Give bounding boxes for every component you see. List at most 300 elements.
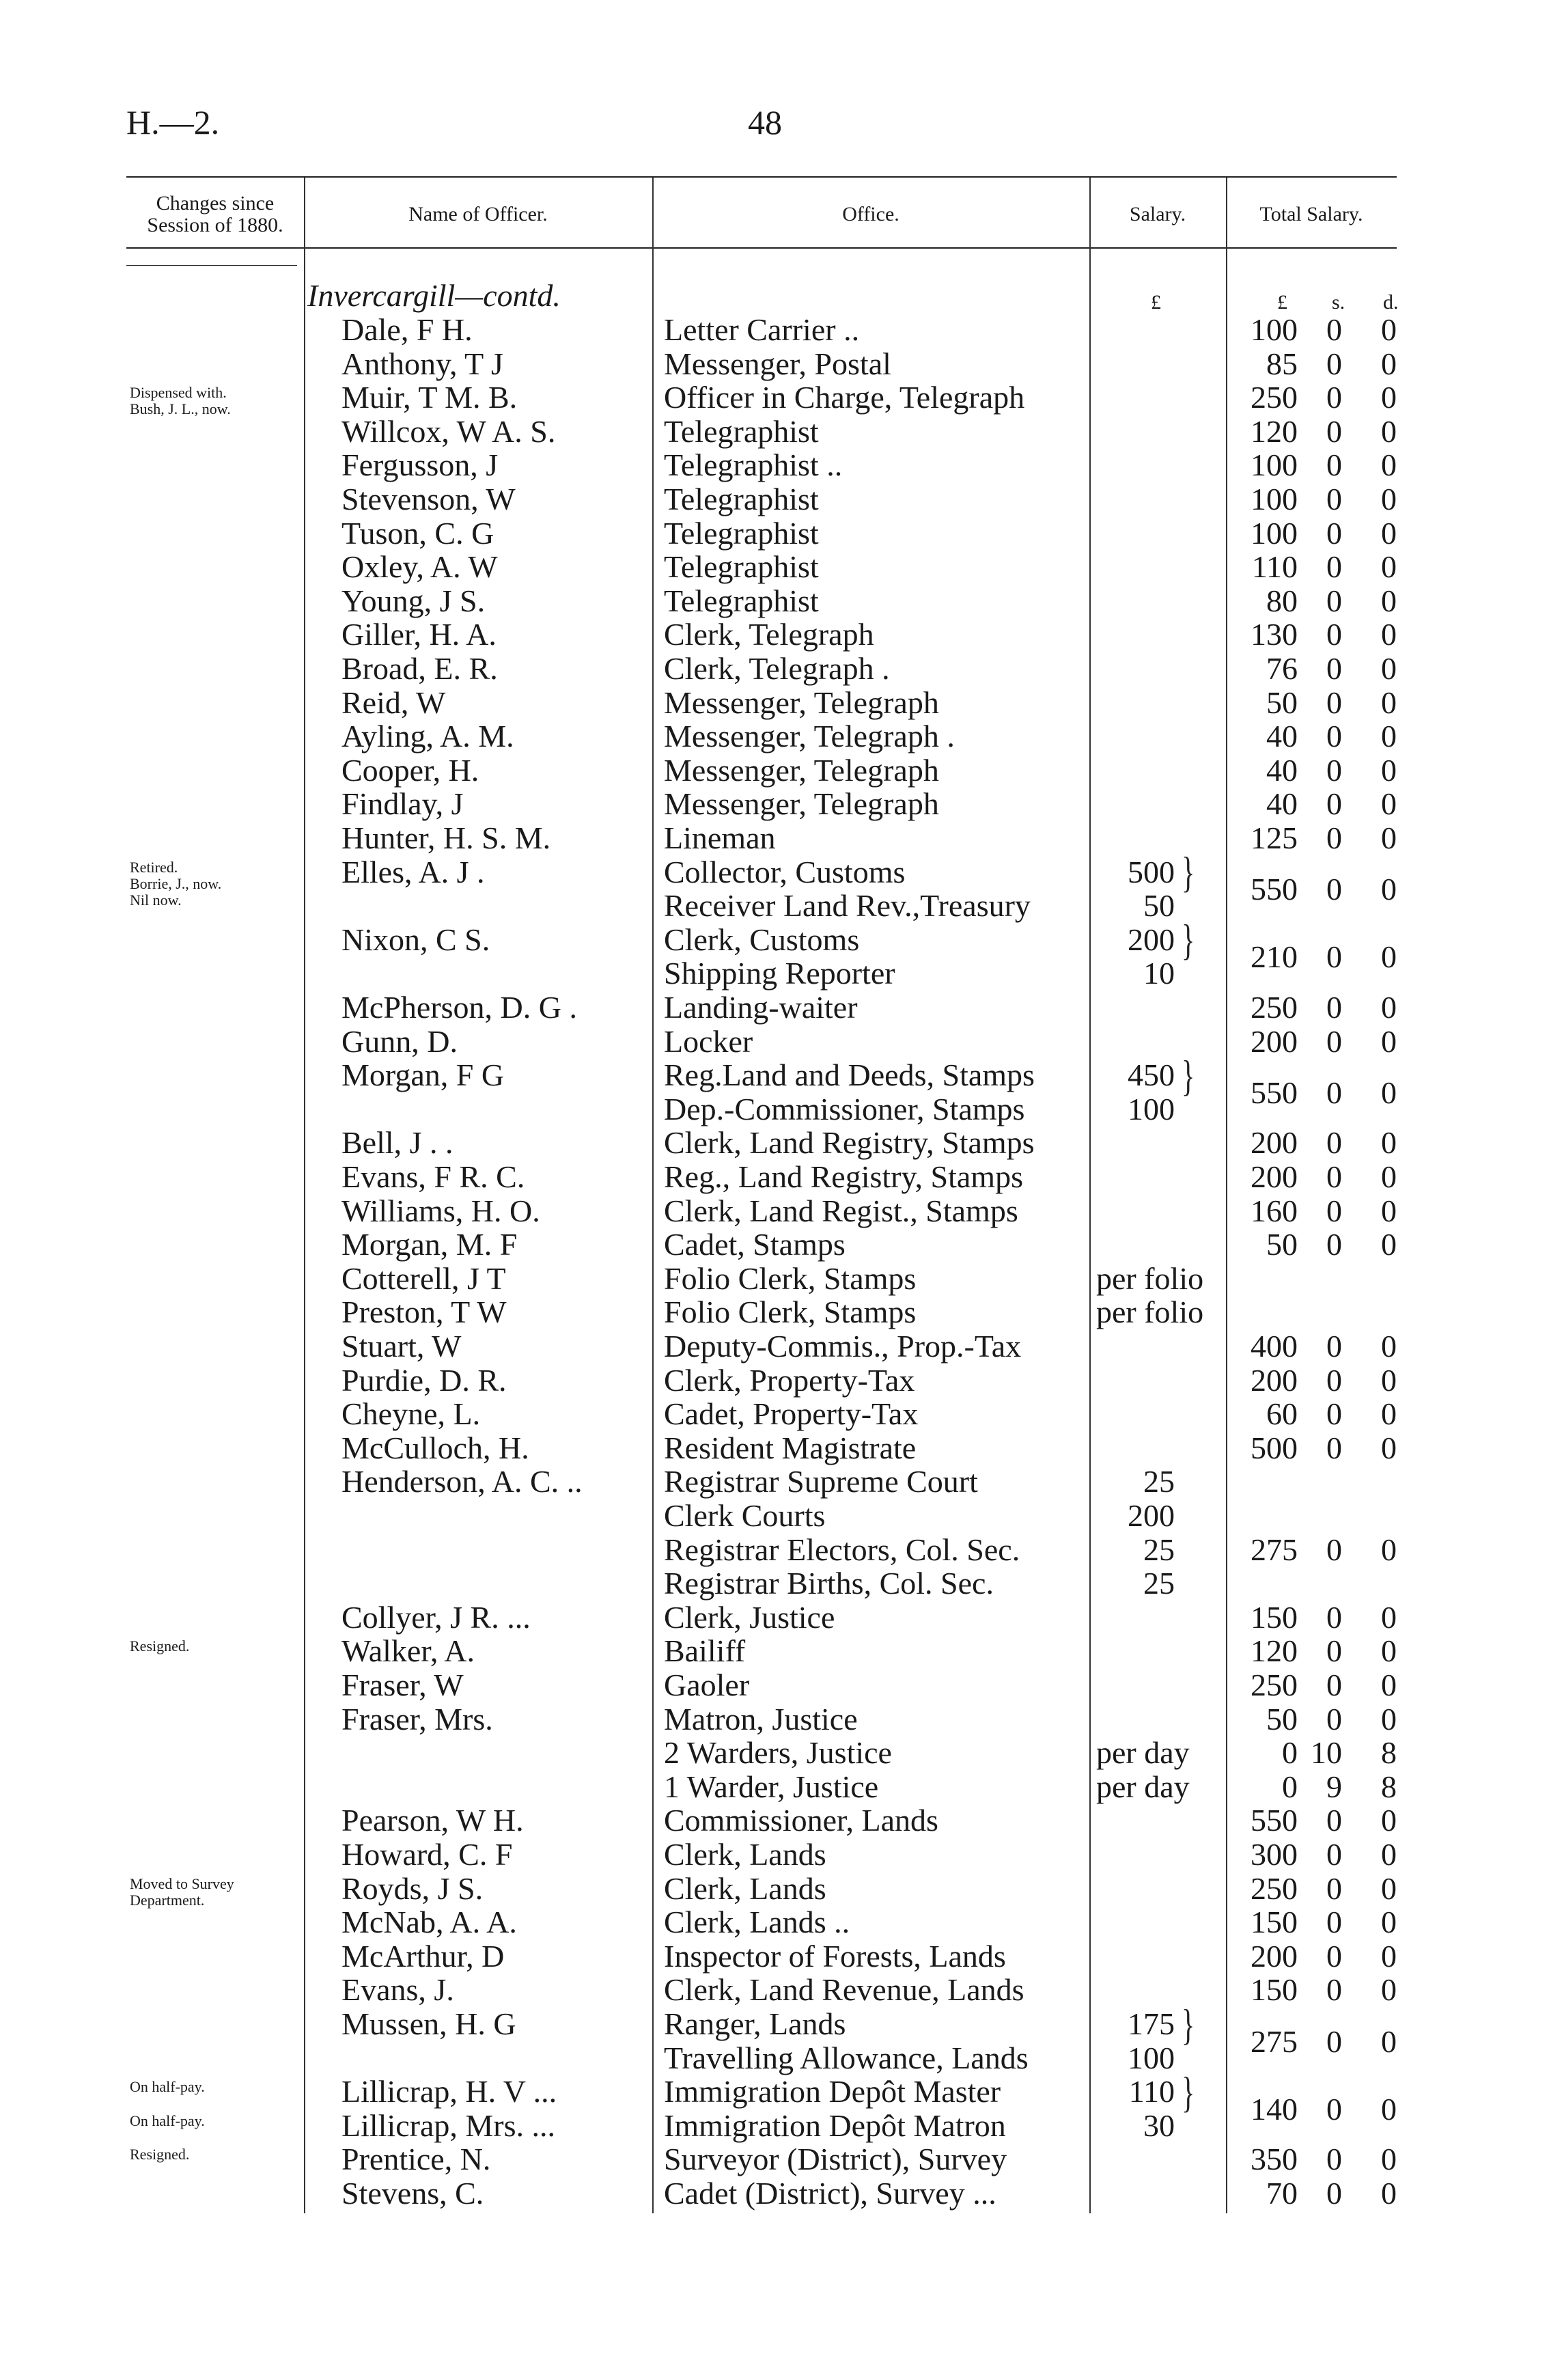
table-row [0,787,1549,821]
officer-name: Cheyne, L. [341,1396,481,1432]
total-shillings: 0 [1326,617,1342,652]
total-shillings: 10 [1311,1735,1342,1771]
header-top-rule [126,176,1397,178]
salary: per folio [1096,1295,1204,1330]
total-pounds: 130 [1251,617,1298,652]
office: Clerk, Land Revenue, Lands [664,1972,1024,2008]
total-shillings: 0 [1326,1633,1342,1669]
total-pence: 0 [1381,939,1397,975]
total-pence: 0 [1381,651,1397,686]
office: Telegraphist .. [664,447,843,483]
total-pence: 0 [1381,2023,1397,2059]
salary: 200 [1128,922,1175,957]
office: Reg., Land Registry, Stamps [664,1159,1023,1194]
office: Gaoler [664,1668,750,1702]
total-pounds: 125 [1251,820,1298,855]
office: Messenger, Telegraph [664,752,939,788]
officer-name: Broad, E. R. [341,651,498,686]
office: Reg.Land and Deeds, Stamps [664,1057,1035,1093]
office: Clerk, Property-Tax [664,1362,915,1398]
total-pence: 8 [1381,1769,1397,1804]
table-row [0,415,1549,449]
total-pence: 0 [1381,1633,1397,1669]
total-shillings: 0 [1326,1362,1342,1398]
total-pence: 0 [1381,1701,1397,1736]
total-pence: 0 [1381,1159,1397,1194]
salary: per day [1096,1769,1190,1804]
officer-name: Fraser, Mrs. [341,1701,493,1736]
total-pounds: 50 [1266,684,1298,720]
salary: 25 [1143,1532,1175,1567]
total-pence: 0 [1381,1905,1397,1940]
total-pence: 0 [1381,312,1397,347]
total-shillings: 0 [1326,684,1342,720]
salary: 25 [1143,1464,1175,1499]
table-row [0,1397,1549,1431]
total-shillings: 9 [1326,1769,1342,1804]
total-pence: 0 [1381,2091,1397,2127]
office: Clerk, Customs [664,922,860,957]
total-shillings: 0 [1326,872,1342,907]
total-pounds: 100 [1251,515,1298,551]
officer-name: Walker, A. [341,1633,475,1669]
officer-name: Muir, T M. B. [341,380,518,415]
total-pounds: 200 [1251,1938,1298,1974]
salary: 450 [1128,1057,1175,1093]
table-row [0,1702,1549,1736]
total-shillings: 0 [1326,939,1342,975]
office: Cadet, Property-Tax [664,1396,919,1432]
total-pounds: 200 [1251,1362,1298,1398]
officer-name: Young, J S. [341,583,486,618]
total-pounds: 550 [1251,872,1298,907]
total-pence: 0 [1381,752,1397,788]
salary: per day [1096,1735,1190,1771]
officer-name: Cooper, H. [341,752,479,788]
office: Collector, Customs [664,854,906,889]
office: Travelling Allowance, Lands [664,2040,1029,2075]
total-pounds: 160 [1251,1193,1298,1228]
total-shillings: 0 [1326,1701,1342,1736]
total-pounds: 550 [1251,1075,1298,1110]
office: Lineman [664,820,776,855]
table-row [0,1194,1549,1228]
table-row [0,1329,1549,1364]
table-row [0,1262,1549,1296]
header-bottom-rule [126,247,1397,249]
total-pence: 0 [1381,786,1397,822]
table-row [0,347,1549,381]
brace-mark: } [1182,2066,1195,2116]
table-row [0,652,1549,686]
office: Clerk, Telegraph . [664,651,890,686]
table-row [0,1601,1549,1635]
total-pence: 0 [1381,1837,1397,1872]
total-shillings: 0 [1326,2023,1342,2059]
salary: per folio [1096,1260,1204,1296]
officer-name: Stuart, W [341,1329,462,1364]
salary: 200 [1128,1498,1175,1533]
total-pence: 0 [1381,1362,1397,1398]
table-row [0,1295,1549,1329]
officer-name: Willcox, W A. S. [341,413,556,449]
total-pounds: 40 [1266,752,1298,788]
officer-name: Stevens, C. [341,2176,484,2211]
remark-note: Resigned. [130,1637,190,1655]
total-pence: 0 [1381,1430,1397,1465]
office: Registrar Births, Col. Sec. [664,1566,994,1601]
total-pounds: 250 [1251,1668,1298,1702]
total-pence: 0 [1381,684,1397,720]
total-shillings: 0 [1326,1668,1342,1702]
total-pounds: 150 [1251,1905,1298,1940]
officer-name: Fergusson, J [341,447,499,483]
office: Messenger, Postal [664,346,891,381]
total-pence: 0 [1381,1972,1397,2008]
total-pounds: 120 [1251,1633,1298,1669]
total-pounds: 100 [1251,447,1298,483]
total-pounds: 50 [1266,1227,1298,1262]
office: Immigration Depôt Master [664,2074,1001,2109]
officer-name: Dale, F H. [341,312,473,347]
total-pounds: 275 [1251,1532,1298,1567]
total-pence: 0 [1381,1023,1397,1059]
office: Ranger, Lands [664,2006,846,2041]
office: Clerk, Lands [664,1837,826,1872]
total-pounds: 120 [1251,413,1298,449]
total-pounds: 275 [1251,2023,1298,2059]
officer-name: McNab, A. A. [341,1905,517,1940]
remark-note: On half-pay. [130,2112,205,2129]
total-pence: 0 [1381,1125,1397,1161]
table-row [0,1870,1549,1909]
total-pounds: 250 [1251,990,1298,1025]
office: Clerk, Land Registry, Stamps [664,1125,1035,1161]
office: Immigration Depôt Matron [664,2107,1006,2143]
office: Locker [664,1023,753,1059]
officer-name: Anthony, T J [341,346,503,381]
total-pounds: 76 [1266,651,1298,686]
total-shillings: 0 [1326,1396,1342,1432]
officer-name: Morgan, F G [341,1057,505,1093]
total-pence: 0 [1381,1396,1397,1432]
total-pounds: 140 [1251,2091,1298,2127]
table-row [0,1566,1549,1601]
office: Telegraphist [664,413,819,449]
total-shillings: 0 [1326,1329,1342,1364]
office: Receiver Land Rev.,Treasury [664,888,1031,924]
remark-note: Resigned. [130,2146,190,2163]
table-row [0,482,1549,516]
total-pence: 0 [1381,515,1397,551]
table-row [0,1634,1549,1668]
office: Officer in Charge, Telegraph [664,380,1025,415]
salary: 100 [1128,1091,1175,1126]
total-pounds: 300 [1251,1837,1298,1872]
officer-name: Royds, J S. [341,1870,484,1906]
table-row [0,1126,1549,1160]
total-pence: 0 [1381,583,1397,618]
office: Matron, Justice [664,1701,858,1736]
office: Dep.-Commissioner, Stamps [664,1091,1025,1126]
total-shillings: 0 [1326,1023,1342,1059]
total-pence: 8 [1381,1735,1397,1771]
total-pence: 0 [1381,413,1397,449]
total-pounds: 0 [1282,1769,1298,1804]
table-row [0,1973,1549,2007]
office: Messenger, Telegraph . [664,719,955,754]
office: Landing-waiter [664,990,858,1025]
total-pounds: 60 [1266,1396,1298,1432]
total-shillings: 0 [1326,312,1342,347]
total-pounds: 85 [1266,346,1298,381]
total-shillings: 0 [1326,482,1342,516]
office: Cadet, Stamps [664,1227,846,1262]
total-pence: 0 [1381,2176,1397,2211]
total-shillings: 0 [1326,1125,1342,1161]
total-shillings: 0 [1326,583,1342,618]
officer-name: Elles, A. J . [341,854,485,889]
total-pounds: 200 [1251,1159,1298,1194]
total-shillings: 0 [1326,515,1342,551]
table-row [0,753,1549,788]
table-row [0,1228,1549,1262]
table-row [0,1668,1549,1702]
office: Surveyor (District), Survey [664,2142,1007,2177]
total-pounds: 50 [1266,1701,1298,1736]
total-shillings: 0 [1326,786,1342,822]
total-shillings: 0 [1326,990,1342,1025]
total-pence: 0 [1381,1803,1397,1838]
total-pounds: 110 [1251,549,1298,585]
unit-shillings: s. [1332,291,1345,314]
officer-name: Reid, W [341,684,446,720]
officer-name: McCulloch, H. [341,1430,529,1465]
total-pounds: 500 [1251,1430,1298,1465]
total-pence: 0 [1381,719,1397,754]
office: Clerk, Telegraph [664,617,874,652]
officer-name: Pearson, W H. [341,1803,524,1838]
officer-name: Gunn, D. [341,1023,458,1059]
office: Telegraphist [664,482,819,516]
total-pence: 0 [1381,617,1397,652]
remark-note: Retired. Borrie, J., now. Nil now. [130,858,222,909]
office: 2 Warders, Justice [664,1735,892,1771]
total-pence: 0 [1381,1075,1397,1110]
officer-name: Prentice, N. [341,2142,491,2177]
total-pounds: 100 [1251,312,1298,347]
office: Clerk, Land Regist., Stamps [664,1193,1018,1228]
officer-name: Purdie, D. R. [341,1362,507,1398]
officer-name: Morgan, M. F [341,1227,518,1262]
unit-pence: d. [1383,291,1399,314]
office: Telegraphist [664,583,819,618]
officer-name: Nixon, C S. [341,922,490,957]
officer-name: Lillicrap, Mrs. ... [341,2107,555,2143]
salary: 110 [1128,2074,1175,2109]
total-pounds: 0 [1282,1735,1298,1771]
office: Deputy-Commis., Prop.-Tax [664,1329,1022,1364]
total-shillings: 0 [1326,1430,1342,1465]
total-pounds: 150 [1251,1599,1298,1635]
total-shillings: 0 [1326,1227,1342,1262]
total-pounds: 400 [1251,1329,1298,1364]
officer-name: Mussen, H. G [341,2006,516,2041]
officer-name: Collyer, J R. ... [341,1599,531,1635]
total-pounds: 200 [1251,1125,1298,1161]
table-row [0,1465,1549,1499]
office: Folio Clerk, Stamps [664,1260,917,1296]
officer-name: Hunter, H. S. M. [341,820,551,855]
total-shillings: 0 [1326,1193,1342,1228]
officer-name: Stevenson, W [341,482,516,516]
officer-name: Oxley, A. W [341,549,498,585]
table-row [0,1160,1549,1194]
brace-mark: } [1182,915,1195,965]
header-name: Name of Officer. [408,203,548,225]
table-row [0,1905,1549,1939]
total-pounds: 250 [1251,1870,1298,1906]
office: Inspector of Forests, Lands [664,1938,1006,1974]
section-title: Invercargill—contd. [307,278,561,313]
total-shillings: 0 [1326,719,1342,754]
total-pounds: 100 [1251,482,1298,516]
officer-name: Evans, F R. C. [341,1159,525,1194]
table-row [0,550,1549,584]
officer-name: Lillicrap, H. V ... [341,2074,557,2109]
table-row [0,1499,1549,1533]
salary: 50 [1143,888,1175,924]
officer-name: Williams, H. O. [341,1193,540,1228]
total-pence: 0 [1381,2142,1397,2177]
total-shillings: 0 [1326,413,1342,449]
table-row [0,1736,1549,1770]
officer-name: Ayling, A. M. [341,719,514,754]
remark-note: Moved to Survey Department. [130,1874,234,1909]
header-total: Total Salary. [1259,203,1363,225]
office: Clerk, Lands .. [664,1905,850,1940]
total-pence: 0 [1381,1668,1397,1702]
officer-name: Tuson, C. G [341,515,494,551]
table-row [0,2176,1549,2211]
office: Commissioner, Lands [664,1803,938,1838]
total-shillings: 0 [1326,1905,1342,1940]
brace-mark: } [1182,1999,1195,2049]
total-shillings: 0 [1326,1532,1342,1567]
remark-note: Dispensed with. Bush, J. L., now. [130,384,231,418]
table-row [0,1770,1549,1804]
table-row [0,2142,1549,2176]
salary: 30 [1143,2107,1175,2143]
table-row [0,686,1549,720]
total-shillings: 0 [1326,1870,1342,1906]
total-pence: 0 [1381,872,1397,907]
office: Letter Carrier .. [664,312,860,347]
total-pounds: 40 [1266,786,1298,822]
officer-name: McArthur, D [341,1938,505,1974]
total-pence: 0 [1381,820,1397,855]
total-shillings: 0 [1326,1803,1342,1838]
total-shillings: 0 [1326,1599,1342,1635]
salary: 100 [1128,2040,1175,2075]
table-row [0,991,1549,1025]
page-id: H.—2. [126,103,220,141]
total-pence: 0 [1381,482,1397,516]
total-pence: 0 [1381,1329,1397,1364]
office: Registrar Electors, Col. Sec. [664,1532,1020,1567]
office: 1 Warder, Justice [664,1769,879,1804]
total-pounds: 80 [1266,583,1298,618]
table-row [0,719,1549,753]
office: Registrar Supreme Court [664,1464,978,1499]
officer-name: Evans, J. [341,1972,454,2008]
officer-name: Bell, J . . [341,1125,453,1161]
office: Cadet (District), Survey ... [664,2176,996,2211]
table-row [0,1364,1549,1398]
table-row [0,584,1549,618]
section-row [0,279,1549,313]
office: Telegraphist [664,549,819,585]
officer-name: Preston, T W [341,1295,507,1330]
officer-name: Fraser, W [341,1668,464,1702]
total-shillings: 0 [1326,2176,1342,2211]
total-pounds: 70 [1266,2176,1298,2211]
table-row [0,821,1549,855]
office: Resident Magistrate [664,1430,917,1465]
salary: 175 [1128,2006,1175,2041]
total-pence: 0 [1381,1532,1397,1567]
total-pounds: 250 [1251,380,1298,415]
table-row [0,516,1549,551]
total-pounds: 150 [1251,1972,1298,2008]
total-pounds: 350 [1251,2142,1298,2177]
table-row [0,1533,1549,1567]
total-shillings: 0 [1326,346,1342,381]
office: Folio Clerk, Stamps [664,1295,917,1330]
total-pence: 0 [1381,380,1397,415]
officer-name: Findlay, J [341,786,464,822]
table-row [0,618,1549,652]
header-changes: Changes since Session of 1880. [147,192,283,236]
total-pounds: 210 [1251,939,1298,975]
total-shillings: 0 [1326,651,1342,686]
total-pence: 0 [1381,1193,1397,1228]
total-pence: 0 [1381,1227,1397,1262]
total-shillings: 0 [1326,2091,1342,2127]
table-row [0,1431,1549,1465]
office: Messenger, Telegraph [664,786,939,822]
salary: 10 [1143,956,1175,991]
total-shillings: 0 [1326,1075,1342,1110]
brace-mark: } [1182,1050,1195,1100]
total-pence: 0 [1381,447,1397,483]
header-office: Office. [842,203,899,225]
office: Clerk Courts [664,1498,826,1533]
salary: 500 [1128,854,1175,889]
total-pence: 0 [1381,346,1397,381]
total-pounds: 40 [1266,719,1298,754]
table-row [0,1838,1549,1872]
unit-pounds: £ [1277,291,1287,314]
total-shillings: 0 [1326,820,1342,855]
total-shillings: 0 [1326,380,1342,415]
total-pence: 0 [1381,1870,1397,1906]
officer-name: Henderson, A. C. .. [341,1464,583,1499]
unit-salary: £ [1151,291,1161,314]
office: Shipping Reporter [664,956,895,991]
table-row [0,448,1549,482]
total-pence: 0 [1381,1599,1397,1635]
